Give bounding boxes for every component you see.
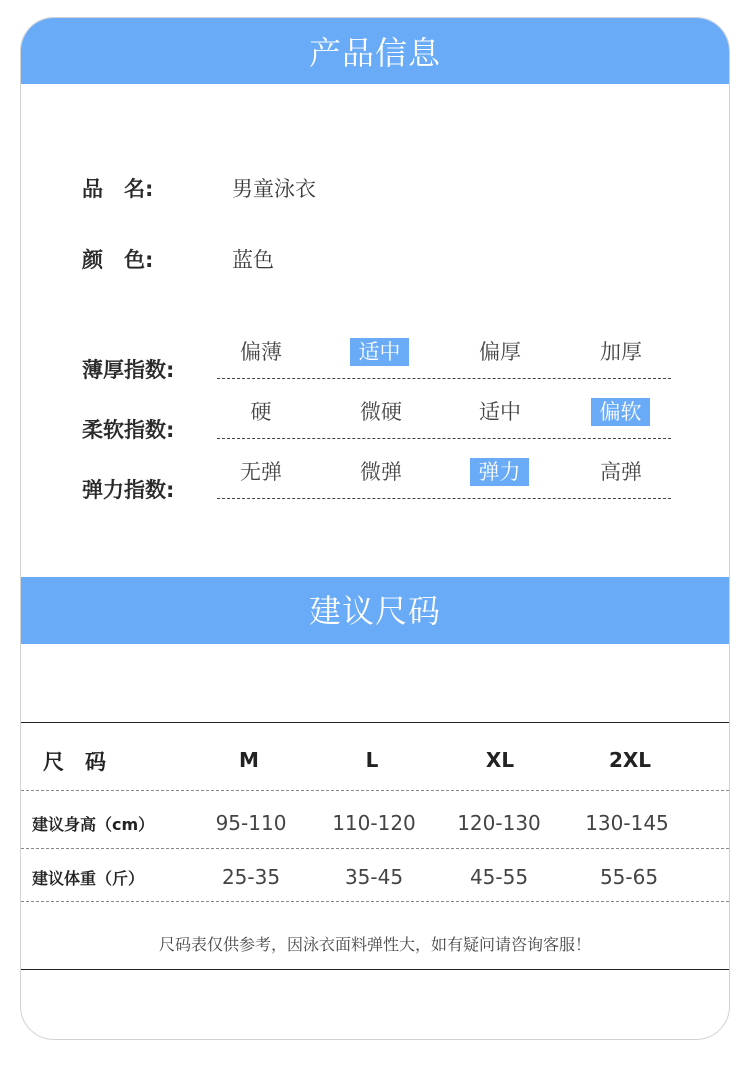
table-top-border — [21, 722, 729, 723]
name-value: 男童泳衣 — [232, 177, 316, 201]
weight-value: 55-65 — [599, 865, 659, 889]
size-col-m: M — [239, 748, 259, 772]
size-col-l: L — [365, 748, 379, 772]
elasticity-option: 无弹 — [240, 460, 282, 484]
thickness-index-label: 薄厚指数: — [82, 358, 175, 382]
color-label: 颜 色: — [82, 248, 154, 272]
elasticity-option-selected: 弹力 — [470, 458, 529, 486]
elasticity-index-row — [217, 458, 671, 499]
height-value: 110-120 — [332, 811, 416, 835]
elasticity-option: 微弹 — [360, 460, 402, 484]
height-value: 130-145 — [585, 811, 669, 835]
table-divider — [21, 901, 729, 902]
table-divider — [21, 848, 729, 849]
size-note: 尺码表仅供参考，因泳衣面料弹性大，如有疑问请咨询客服！ — [158, 935, 591, 954]
thickness-option: 偏厚 — [479, 340, 521, 364]
softness-option: 硬 — [250, 400, 272, 424]
weight-row-label: 建议体重（斤） — [32, 869, 145, 888]
softness-option: 适中 — [479, 400, 521, 424]
softness-option: 微硬 — [360, 400, 402, 424]
height-value: 120-130 — [457, 811, 541, 835]
weight-value: 25-35 — [221, 865, 281, 889]
table-divider — [21, 790, 729, 791]
product-card — [20, 17, 730, 1040]
weight-value: 45-55 — [469, 865, 529, 889]
elasticity-index-label: 弹力指数: — [82, 478, 175, 502]
thickness-index-row — [217, 338, 671, 379]
size-header-label: 尺 码 — [43, 750, 106, 774]
name-label: 品 名: — [82, 177, 154, 201]
table-bottom-border — [21, 969, 729, 970]
size-banner — [21, 577, 729, 644]
height-row-label: 建议身高（cm） — [32, 815, 155, 834]
softness-option-selected: 偏软 — [591, 398, 650, 426]
weight-value: 35-45 — [344, 865, 404, 889]
product-info-title: 产品信息 — [308, 34, 441, 72]
height-value: 95-110 — [215, 811, 287, 835]
softness-index-row — [217, 398, 671, 439]
size-title: 建议尺码 — [308, 592, 441, 630]
color-value: 蓝色 — [232, 248, 274, 272]
softness-index-label: 柔软指数: — [82, 418, 175, 442]
elasticity-option: 高弹 — [600, 460, 642, 484]
thickness-option: 加厚 — [600, 340, 642, 364]
thickness-option: 偏薄 — [240, 340, 282, 364]
size-col-2xl: 2XL — [608, 748, 652, 772]
size-col-xl: XL — [485, 748, 515, 772]
thickness-option-selected: 适中 — [350, 338, 409, 366]
product-info-banner — [21, 18, 729, 84]
